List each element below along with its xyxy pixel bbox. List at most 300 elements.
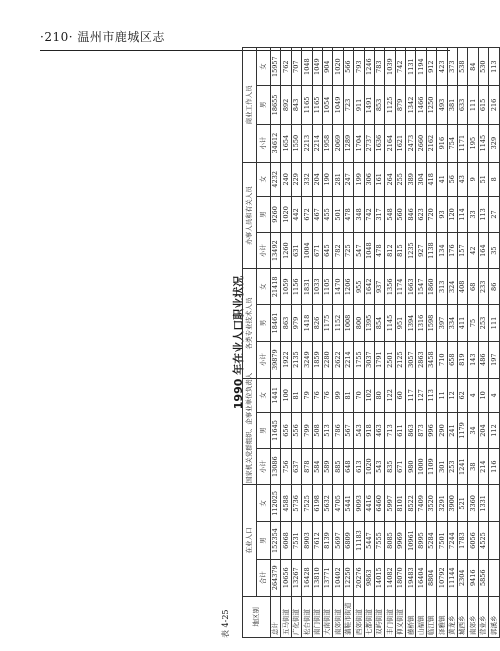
table-cell: 486 [478, 341, 488, 378]
table-cell: 348 [354, 196, 364, 232]
table-cell: 10792 [437, 559, 447, 596]
table-cell: 117 [406, 378, 416, 412]
table-cell: 41 [437, 162, 447, 196]
table-cell: 1165 [302, 86, 312, 124]
table-cell: 853 [374, 86, 384, 124]
table-cell: 2863 [416, 341, 426, 378]
table-cell: 878 [302, 449, 312, 485]
region-name-cell: 藤桥镇 [406, 596, 416, 637]
table-cell: 633 [458, 86, 468, 124]
table-cell: 6809 [343, 522, 353, 559]
subheader-cell: 男 [257, 86, 271, 124]
table-cell: 2214 [312, 124, 322, 162]
table-cell: 11183 [354, 522, 364, 559]
table-cell: 13810 [312, 559, 322, 596]
table-cell: 467 [312, 196, 322, 232]
table-cell: 543 [354, 412, 364, 448]
table-cell: 14082 [385, 559, 395, 596]
table-cell: 656 [281, 412, 291, 448]
table-cell: 3057 [406, 341, 416, 378]
table-cell: 4705 [333, 485, 343, 522]
table-cell: 1179 [458, 412, 468, 448]
table-cell: 1109 [426, 449, 436, 485]
table-cell: 281 [333, 162, 343, 196]
table-row [343, 48, 353, 638]
table-cell: 556 [291, 412, 301, 448]
table-cell: 62 [458, 378, 468, 412]
table-cell: 253 [478, 305, 488, 341]
region-name-cell: 泽雅镇 [437, 596, 447, 637]
table-cell: 7409 [416, 485, 426, 522]
table-cell: 164 [478, 233, 488, 269]
table-cell: 408 [458, 269, 468, 305]
table-cell: 43 [458, 162, 468, 196]
table-cell: 442 [291, 196, 301, 232]
table-cell: 313 [437, 269, 447, 305]
table-cell: 7612 [312, 522, 322, 559]
table-cell: 16404 [416, 559, 426, 596]
table-cell: 264379 [271, 559, 281, 596]
table-cell: 720 [426, 196, 436, 232]
table-cell: 1048 [302, 48, 312, 86]
table-cell: 204 [312, 162, 322, 196]
table-cell: 199 [354, 162, 364, 196]
rotated-table-page [58, 47, 498, 638]
table-cell: 2622 [333, 341, 343, 378]
table-cell: 645 [322, 233, 332, 269]
table-cell: 8522 [406, 485, 416, 522]
table-cell: 812 [385, 233, 395, 269]
table-cell: 8804 [426, 559, 436, 596]
table-cell: 111 [489, 305, 499, 341]
table-cell: 9416 [468, 559, 478, 596]
table-cell: 1642 [364, 269, 374, 305]
table-cell: 38 [468, 449, 478, 485]
table-cell: 13086 [271, 449, 281, 485]
region-name-cell: 西郊街道 [354, 596, 364, 637]
table-cell: 2214 [343, 341, 353, 378]
table-cell: 2213 [302, 124, 312, 162]
table-cell: 1356 [385, 269, 395, 305]
table-cell: 4 [489, 378, 499, 412]
table-cell: 18070 [395, 559, 405, 596]
table-cell: 216 [489, 86, 499, 124]
table-cell: 86 [489, 269, 499, 305]
table-cell: 10961 [406, 522, 416, 559]
table-cell: 1049 [333, 86, 343, 124]
table-cell: 3249 [302, 341, 312, 378]
table-cell: 1859 [312, 341, 322, 378]
table-cell: 3900 [447, 485, 457, 522]
table-cell: 134 [437, 233, 447, 269]
table-row [489, 48, 499, 638]
table-cell: 1704 [354, 124, 364, 162]
table-cell: 9 [468, 162, 478, 196]
table-cell: 513 [322, 412, 332, 448]
table-cell: 713 [385, 412, 395, 448]
table-cell: 2304 [458, 559, 468, 596]
table-cell: 1470 [333, 269, 343, 305]
table-cell: 1138 [426, 233, 436, 269]
table-cell: 1033 [312, 269, 322, 305]
table-cell: 113 [478, 196, 488, 232]
table-cell: 521 [458, 485, 468, 522]
table-cell: 863 [406, 412, 416, 448]
subheader-row [257, 48, 271, 638]
table-cell: 10402 [333, 559, 343, 596]
table-cell: 157 [458, 233, 468, 269]
table-cell: 5447 [364, 522, 374, 559]
table-cell: 478 [374, 233, 384, 269]
table-cell: 1152 [333, 305, 343, 341]
table-cell: 1922 [281, 341, 291, 378]
table-cell: 455 [322, 196, 332, 232]
table-cell: 389 [406, 162, 416, 196]
table-cell: 1250 [426, 86, 436, 124]
table-cell: 725 [343, 233, 353, 269]
table-row [458, 48, 468, 638]
table-cell: 1860 [426, 269, 436, 305]
table-cell: 102 [364, 378, 374, 412]
table-cell: 756 [281, 449, 291, 485]
table-cell: 493 [437, 86, 447, 124]
table-cell: 879 [395, 86, 405, 124]
table-cell: 7501 [437, 522, 447, 559]
table-cell: 8903 [302, 522, 312, 559]
table-cell: 1663 [406, 269, 416, 305]
table-cell: 5284 [426, 522, 436, 559]
table-cell: 2135 [291, 341, 301, 378]
table-cell: 240 [281, 162, 291, 196]
table-row [437, 48, 447, 638]
table-cell: 15957 [271, 48, 281, 86]
table-cell: 710 [437, 341, 447, 378]
table-cell: 918 [364, 412, 374, 448]
table-row [364, 48, 374, 638]
table-cell: 6460 [374, 485, 384, 522]
table-cell: 819 [458, 341, 468, 378]
table-cell: 2737 [364, 124, 374, 162]
table-cell: 1059 [281, 269, 291, 305]
subheader-cell: 女 [257, 162, 271, 196]
table-cell: 1394 [406, 305, 416, 341]
table-cell: 1156 [291, 269, 301, 305]
table-cell [489, 485, 499, 522]
table-cell: 75 [468, 305, 478, 341]
region-name-cell: 临江镇 [426, 596, 436, 637]
table-cell: 80 [374, 378, 384, 412]
region-name-cell: 郭溪乡 [489, 596, 499, 637]
table-row [333, 48, 343, 638]
table-row [281, 48, 291, 638]
col-region-header: 地区别 [243, 596, 271, 637]
table-cell: 1175 [322, 305, 332, 341]
table-row [406, 48, 416, 638]
table-row [395, 48, 405, 638]
table-cell: 2125 [395, 341, 405, 378]
table-cell: 955 [354, 269, 364, 305]
table-cell: 411 [458, 305, 468, 341]
table-cell: 937 [374, 269, 384, 305]
table-cell: 1145 [478, 124, 488, 162]
table-cell: 501 [333, 196, 343, 232]
table-cell: 8 [489, 162, 499, 196]
table-cell: 33 [468, 196, 478, 232]
table-cell: 1316 [416, 305, 426, 341]
table-cell: 112 [489, 412, 499, 448]
table-cell: 1020 [281, 196, 291, 232]
table-cell: 9863 [364, 559, 374, 596]
table-cell: 18461 [271, 305, 281, 341]
table-cell: 1331 [478, 485, 488, 522]
table-cell: 35 [489, 233, 499, 269]
table-cell: 190 [322, 162, 332, 196]
table-cell: 111 [468, 86, 478, 124]
table-cell: 7531 [291, 522, 301, 559]
table-row [385, 48, 395, 638]
table-cell: 253 [447, 449, 457, 485]
table-cell: 2280 [322, 341, 332, 378]
table-cell: 1020 [364, 449, 374, 485]
table-cell: 418 [426, 162, 436, 196]
group-header: 在业人口 [243, 485, 257, 597]
table-cell: 161 [374, 162, 384, 196]
table-cell: 99 [333, 378, 343, 412]
table-cell: 423 [437, 48, 447, 86]
table-cell: 14015 [374, 559, 384, 596]
subheader-cell: 男 [257, 522, 271, 559]
table-row [478, 48, 488, 638]
table-cell: 93 [437, 196, 447, 232]
table-cell: 70 [354, 378, 364, 412]
table-cell: 11144 [447, 559, 457, 596]
table-cell: 84 [468, 48, 478, 86]
subheader-cell: 小计 [257, 449, 271, 485]
subheader-cell: 小计 [257, 341, 271, 378]
table-cell: 20276 [354, 559, 364, 596]
table-cell: 843 [291, 86, 301, 124]
table-cell: 589 [322, 449, 332, 485]
table-cell: 543 [374, 449, 384, 485]
table-cell: 301 [437, 449, 447, 485]
table-cell: 1206 [343, 269, 353, 305]
table-cell: 27 [489, 196, 499, 232]
table-cell [489, 522, 499, 559]
table-cell: 8139 [322, 522, 332, 559]
table-cell: 548 [385, 196, 395, 232]
subheader-cell: 男 [257, 412, 271, 448]
table-cell: 873 [416, 412, 426, 448]
table-cell: 116 [489, 449, 499, 485]
region-name-cell: 七都街道 [364, 596, 374, 637]
table-cell: 5997 [385, 485, 395, 522]
table-cell: 742 [395, 48, 405, 86]
table-cell: 631 [291, 233, 301, 269]
table-cell: 1466 [416, 86, 426, 124]
table-cell: 6056 [468, 522, 478, 559]
table-cell: 979 [291, 305, 301, 341]
table-cell: 2660 [416, 124, 426, 162]
table-row [312, 48, 322, 638]
region-name-cell: 南门街道 [312, 596, 322, 637]
table-cell: 800 [354, 305, 364, 341]
subheader-cell: 女 [257, 485, 271, 522]
table-cell: 1289 [343, 124, 353, 162]
table-cell: 2069 [333, 124, 343, 162]
table-cell: 538 [458, 48, 468, 86]
table-cell: 9969 [395, 522, 405, 559]
table-cell: 658 [447, 341, 457, 378]
table-cell: 5856 [478, 559, 488, 596]
table-cell: 16428 [302, 559, 312, 596]
table-cell: 13267 [291, 559, 301, 596]
page-header [40, 28, 450, 46]
table-row [416, 48, 426, 638]
region-name-cell: 丰门街道 [385, 596, 395, 637]
table-cell: 1831 [302, 269, 312, 305]
table-cell: 671 [312, 233, 322, 269]
table-cell: 4525 [478, 522, 488, 559]
table-cell: 7525 [302, 485, 312, 522]
table-cell: 100 [281, 378, 291, 412]
table-cell: 39879 [271, 341, 281, 378]
table-cell: 1008 [343, 305, 353, 341]
table-row [271, 48, 281, 638]
table-cell: 1547 [416, 269, 426, 305]
table-cell: 1241 [458, 449, 468, 485]
table-cell: 247 [343, 162, 353, 196]
table-cell: 8101 [395, 485, 405, 522]
region-name-cell: 大南街道 [322, 596, 332, 637]
table-cell: 4 [468, 378, 478, 412]
table-cell: 560 [395, 196, 405, 232]
table-cell: 567 [343, 412, 353, 448]
table-cell: 229 [291, 162, 301, 196]
table-cell: 613 [354, 449, 364, 485]
table-cell: 5441 [343, 485, 353, 522]
table-row [447, 48, 457, 638]
table-cell: 1342 [406, 86, 416, 124]
table-title: 1990 年在业人口职业状况 [232, 275, 245, 410]
table-cell: 3037 [364, 341, 374, 378]
table-cell: 786 [333, 412, 343, 448]
table-cell: 2473 [406, 124, 416, 162]
table-cell: 113 [426, 378, 436, 412]
group-header: 各类专业技术人员 [243, 269, 257, 379]
region-name-cell: 南郊街道 [333, 596, 343, 637]
subheader-cell: 女 [257, 48, 271, 86]
table-cell: 7555 [374, 522, 384, 559]
table-cell: 1246 [364, 48, 374, 86]
region-name-cell: 总计 [271, 596, 281, 637]
table-cell: 5697 [333, 522, 343, 559]
table-cell: 8085 [385, 522, 395, 559]
region-name-cell: 营业乡 [478, 596, 488, 637]
table-cell: 1636 [374, 124, 384, 162]
table-cell: 1654 [281, 124, 291, 162]
table-cell: 648 [343, 449, 353, 485]
table-cell: 1418 [302, 305, 312, 341]
table-cell: 1171 [458, 124, 468, 162]
table-cell: 927 [416, 233, 426, 269]
table-cell: 530 [478, 48, 488, 86]
table-row [291, 48, 301, 638]
group-header-row [243, 48, 257, 638]
table-cell: 916 [437, 124, 447, 162]
table-row [354, 48, 364, 638]
table-row [468, 48, 478, 638]
table-cell: 723 [343, 86, 353, 124]
table-cell: 112025 [271, 485, 281, 522]
table-cell: 826 [312, 305, 322, 341]
table-cell: 478 [343, 196, 353, 232]
table-cell: 10656 [281, 559, 291, 596]
table-cell: 233 [478, 269, 488, 305]
table-cell: 835 [385, 449, 395, 485]
table-cell: 2162 [426, 124, 436, 162]
table-cell: 1491 [364, 86, 374, 124]
table-cell: 264 [385, 162, 395, 196]
table-cell: 762 [281, 48, 291, 86]
table-cell: 1049 [312, 48, 322, 86]
table-row [302, 48, 312, 638]
table-cell: 317 [374, 196, 384, 232]
table-cell: 81 [343, 378, 353, 412]
table-cell: 508 [312, 412, 322, 448]
region-name-cell: 双屿街道 [374, 596, 384, 637]
table-cell: 6198 [312, 485, 322, 522]
table-cell: 113 [489, 48, 499, 86]
table-cell: 885 [333, 449, 343, 485]
table-cell: 1048 [364, 233, 374, 269]
table-cell: 904 [322, 48, 332, 86]
table-cell: 143 [468, 341, 478, 378]
table-cell: 1004 [302, 233, 312, 269]
table-cell: 912 [426, 48, 436, 86]
table-cell: 195 [468, 124, 478, 162]
table-row [322, 48, 332, 638]
table-cell: 1125 [385, 86, 395, 124]
table-cell: 79 [302, 378, 312, 412]
table-cell: 863 [281, 305, 291, 341]
group-header: 国家机关党群组织、企事业单位负责人 [243, 378, 257, 485]
region-name-cell: 广化街道 [291, 596, 301, 637]
table-row [374, 48, 384, 638]
table-cell: 373 [447, 48, 457, 86]
table-cell: 1598 [426, 305, 436, 341]
table-cell: 6068 [281, 522, 291, 559]
subheader-cell: 男 [257, 196, 271, 232]
table-cell: 782 [333, 233, 343, 269]
table-cell: 60 [395, 378, 405, 412]
table-cell: 214 [478, 449, 488, 485]
page-header-text: ·210· 温州市鹿城区志 [40, 30, 165, 44]
table-cell: 9093 [354, 485, 364, 522]
group-header: 办事人员和有关人员 [243, 162, 257, 269]
table-cell: 1145 [385, 305, 395, 341]
table-cell: 671 [395, 449, 405, 485]
region-name-cell: 城西乡 [458, 596, 468, 637]
region-name-cell: 仰义街道 [395, 596, 405, 637]
table-cell: 3458 [426, 341, 436, 378]
table-cell: 463 [374, 412, 384, 448]
table-cell: 783 [374, 48, 384, 86]
table-cell: 197 [489, 341, 499, 378]
table-cell: 1020 [333, 48, 343, 86]
table-cell: 547 [354, 233, 364, 269]
table-body [271, 48, 500, 638]
table-cell: 2164 [385, 124, 395, 162]
